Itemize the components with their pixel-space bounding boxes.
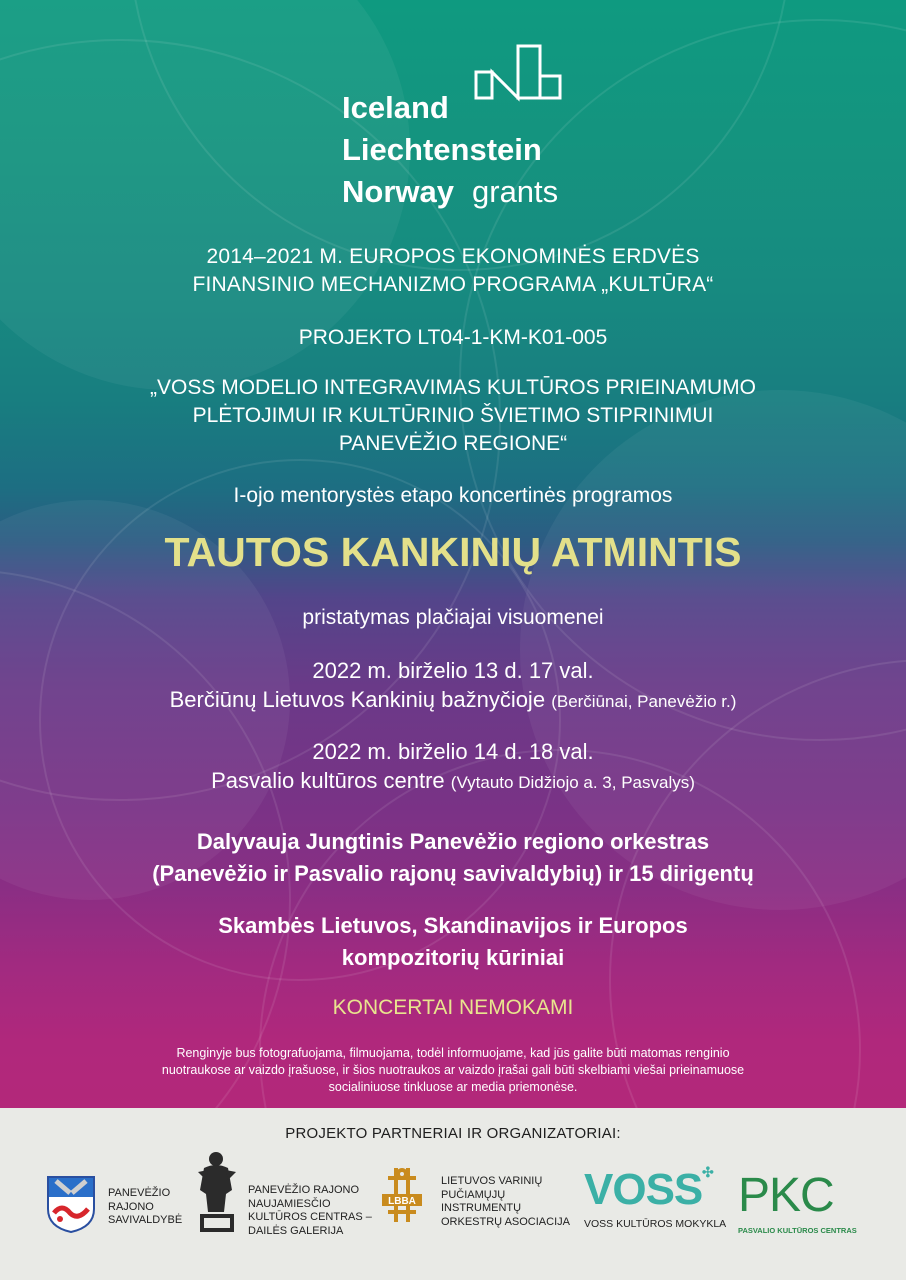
pkc-wordmark: PKC [738,1169,834,1222]
voss-wordmark: VOSS [584,1165,703,1214]
participants-text: Dalyvauja Jungtinis Panevėžio regiono orkestras (Panevėžio ir Pasvalio rajonų savivaldybių) ir 15 dirigentų [152,829,754,886]
event-1 [0,656,906,716]
main-title: TAUTOS KANKINIŲ ATMINTIS [164,529,742,575]
partner-2-label: PANEVĖŽIO RAJONO NAUJAMIESČIO KULTŪROS CENTRAS – DAILĖS GALERIJA [248,1184,372,1237]
partner-4-label: VOSS KULTŪROS MOKYKLA [584,1218,727,1230]
partner-3-label: LIETUVOS VARINIŲ PUČIAMŲJŲ INSTRUMENTŲ ORKESTRŲ ASOCIACIJA [441,1175,570,1228]
event-2-address: (Vytauto Didžiojo a. 3, Pasvalys) [450,773,695,792]
logo-iceland: Iceland [342,90,449,125]
logo-liechtenstein: Liechtenstein [342,132,542,167]
event-2-date: 2022 m. birželio 14 d. 18 val. [312,739,594,764]
partner-5-label: PASVALIO KULTŪROS CENTRAS [738,1226,857,1235]
project-code: PROJEKTO LT04-1-KM-K01-005 [298,326,608,349]
sparkle-icon: ✣ [702,1164,714,1180]
partner-1-label: PANEVĖŽIO RAJONO SAVIVALDYBĖ [108,1187,183,1226]
partners-footer [0,1108,906,1280]
eea-grants-logo [342,42,572,217]
event-1-address: (Berčiūnai, Panevėžio r.) [551,692,737,711]
event-2 [0,737,906,797]
event-1-date: 2022 m. birželio 13 d. 17 val. [312,658,594,683]
lbba-badge: LBBA [388,1196,416,1207]
photo-notice: Renginyje bus fotografuojama, filmuojama, todėl informuojame, kad jūs galite būti matomas renginio nuotraukose ar vaizdo įrašuose, ir šios nuotraukos ar vaizdo įrašai gali būti skelbiami viešai prieinamuose socialiniuose tinkluose ar media priemonėse. [161,1046,745,1094]
partners-heading: PROJEKTO PARTNERIAI IR ORGANIZATORIAI: [285,1125,621,1142]
presentation-text: pristatymas plačiajai visuomenei [302,606,604,629]
trumpet-logo-icon [378,1166,426,1224]
pkc-logo [738,1169,857,1235]
coat-of-arms-icon [46,1175,96,1233]
statue-logo-icon [194,1150,240,1234]
program-title: 2014–2021 M. EUROPOS EKONOMINĖS ERDVĖS FINANSINIO MECHANIZMO PROGRAMA „KULTŪRA“ [192,245,714,296]
project-title: „VOSS MODELIO INTEGRAVIMAS KULTŪROS PRIEINAMUMO PLĖTOJIMUI IR KULTŪRINIO ŠVIETIMO STIPRINIMUI PANEVĖŽIO REGIONE“ [150,376,756,455]
logo-grants: grants [472,174,559,209]
event-2-venue: Pasvalio kultūros centre [211,768,445,793]
grants-mark-icon [474,42,564,102]
voss-logo [584,1164,727,1230]
logo-norway: Norway [342,174,454,209]
repertoire-text: Skambės Lietuvos, Skandinavijos ir Europos kompozitorių kūriniai [218,913,688,970]
free-concerts-label: KONCERTAI NEMOKAMI [332,996,574,1019]
event-1-venue: Berčiūnų Lietuvos Kankinių bažnyčioje [169,687,546,712]
intro-text: I-ojo mentorystės etapo koncertinės programos [233,484,673,507]
